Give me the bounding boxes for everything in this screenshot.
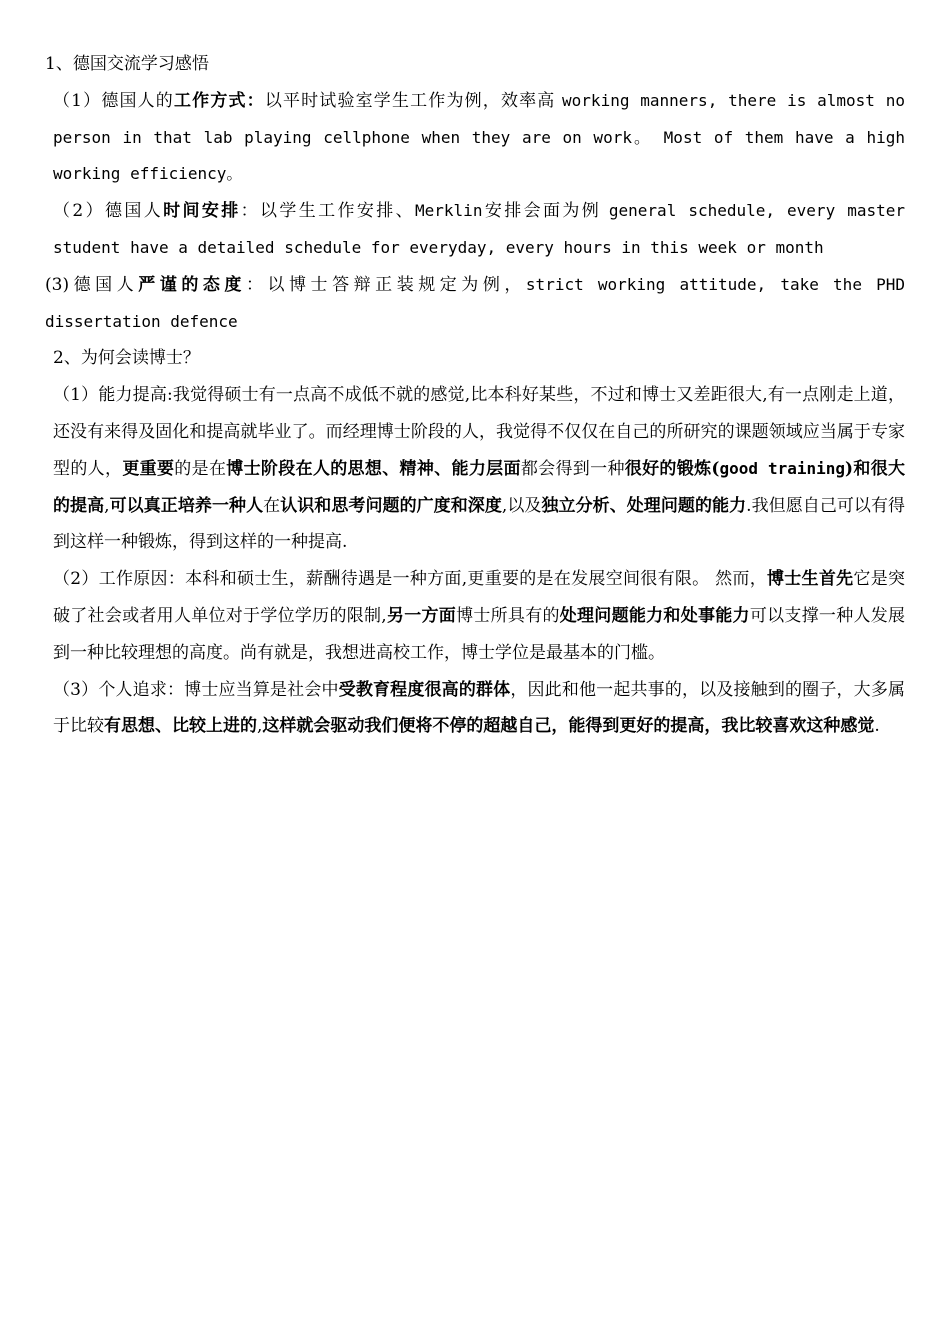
- item-text: ：以学生工作安排、: [240, 201, 416, 222]
- section-1-item-2: [45, 193, 905, 267]
- item-text: 都会得到一种: [520, 458, 625, 479]
- item-bold-text: 可以真正培养一种人: [109, 495, 264, 516]
- item-bold-text: 另一方面: [386, 605, 457, 626]
- item-bold-text: 博士阶段在人的思想、精神、能力层面: [226, 458, 521, 479]
- item-bold-text: 很好的锻炼(: [624, 458, 720, 479]
- item-text: 可以支撑一种人发展到一种比较理想的高度。尚有就是，我想进高校工作，博士学位是最基本的门槛。: [53, 605, 906, 663]
- item-text: 工作原因：本科和硕士生，薪酬待遇是一种方面,更重要的是在发展空间很有限。 然而，: [98, 569, 767, 590]
- item-text: ,: [257, 716, 263, 737]
- item-text: 德国人的: [101, 90, 174, 111]
- item-number: （3）: [53, 679, 99, 700]
- document-body: [45, 46, 905, 745]
- item-text: ,以及: [501, 495, 542, 516]
- item-text: 以平时试验室学生工作为例，效率高: [264, 90, 563, 111]
- section-1-item-1: [45, 83, 905, 193]
- item-text: .: [874, 716, 880, 737]
- item-text: 个人追求：博士应当算是社会中: [98, 679, 339, 700]
- item-text: 德国人: [104, 201, 164, 222]
- section-1-item-3: [45, 267, 905, 341]
- section-2-heading: 2、为何会读博士？: [53, 348, 200, 369]
- item-bold-text: 这样就会驱动我们便将不停的超越自己，能得到更好的提高，我比较喜欢这种感觉: [262, 716, 875, 737]
- item-bold-text: 受教育程度很高的群体: [338, 679, 511, 700]
- item-text: 的是在: [174, 458, 227, 479]
- item-text: ，因此和他一起共事的，以及接触到的圈子，大多属于比较: [53, 679, 906, 737]
- item-text: ,: [104, 495, 110, 516]
- item-bold-text: 更重要: [122, 458, 175, 479]
- item-text: 安排会面为例: [482, 201, 609, 222]
- item-bold-text: 严谨的态度: [138, 274, 246, 295]
- item-english-name: Merklin: [415, 201, 483, 221]
- item-text: 能力提高:我觉得硕士有一点高不成低不就的感觉,比本科好某些，不过和博士又差距很大,有一点刚走上道，还没有来得及固化和提高就毕业了。而经理博士阶段的人，我觉得不仅仅在自己的所研究的课题领域应当属于专家型的人，: [53, 385, 905, 479]
- item-number: （2）: [53, 201, 105, 222]
- section-1-heading: 1、德国交流学习感悟: [45, 54, 209, 74]
- item-text: .我但愿自己可以有得到这样一种锻炼，得到这样的一种提高.: [53, 495, 906, 553]
- item-bold-text: 博士生首先: [766, 569, 854, 590]
- item-text: 博士所具有的: [456, 605, 560, 626]
- item-english-text: strict working attitude, take the PHD dissertation defence: [45, 274, 906, 331]
- section-2-item-2: [45, 561, 905, 671]
- item-bold-text: 时间安排: [163, 201, 241, 222]
- item-text: 它是突破了社会或者用人单位对于学位学历的限制,: [53, 569, 905, 626]
- item-bold-text: 认识和思考问题的广度和深度: [280, 495, 502, 516]
- item-english-text: working manners, there is almost no person in that lab playing cellphone when they are on work。 Most of them have a high working efficiency。: [53, 90, 906, 184]
- item-text: 德国人: [69, 274, 139, 295]
- item-bold-text: 处理问题能力和处事能力: [559, 605, 750, 626]
- item-number: (3): [45, 274, 70, 295]
- item-bold-english: good training: [719, 458, 846, 478]
- item-text: 在: [263, 495, 281, 516]
- item-english-text: general schedule, every master student have a detailed schedule for everyday, every hours in this week or month: [53, 201, 906, 257]
- item-bold-text: 工作方式：: [173, 90, 265, 111]
- item-bold-text: 独立分析、处理问题的能力: [541, 495, 747, 516]
- item-bold-text: 有思想、比较上进的: [104, 716, 257, 737]
- item-number: （1）: [53, 90, 102, 111]
- section-2-item-1: [45, 377, 905, 561]
- item-bold-text: )和很大的提高: [53, 458, 906, 516]
- item-text: ：以博士答辩正装规定为例，: [245, 274, 526, 295]
- section-2-item-3: [45, 672, 905, 746]
- item-number: （1）: [53, 385, 99, 406]
- item-number: （2）: [53, 569, 99, 590]
